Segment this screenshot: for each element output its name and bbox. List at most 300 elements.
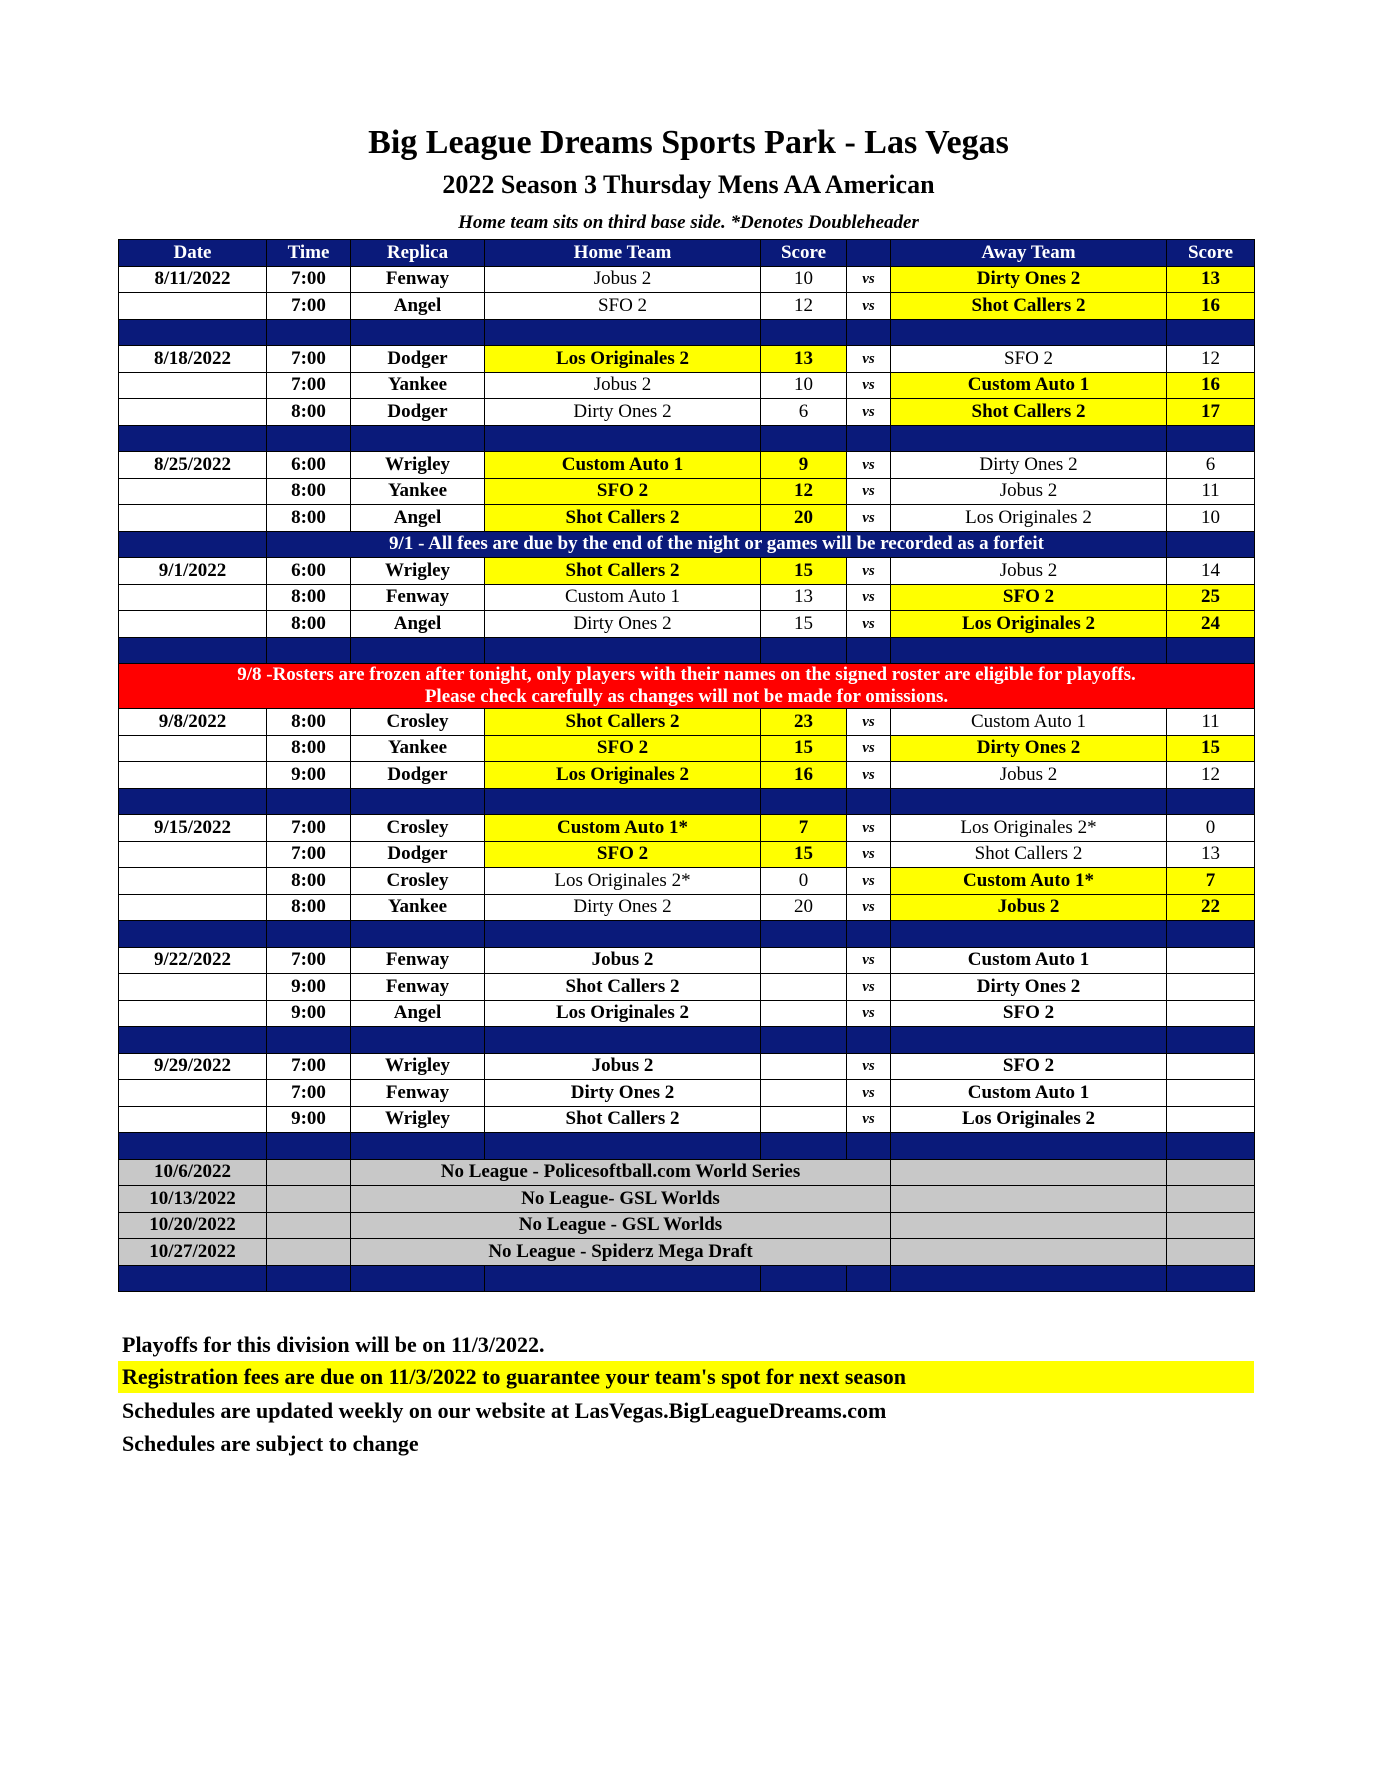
home-team: Shot Callers 2	[485, 1106, 761, 1133]
no-league-blank	[1167, 1212, 1255, 1239]
away-team: SFO 2	[891, 1000, 1167, 1027]
home-team: Los Originales 2*	[485, 868, 761, 895]
game-time: 8:00	[267, 868, 351, 895]
separator-cell	[119, 425, 267, 452]
game-date	[119, 1000, 267, 1027]
no-league-row	[119, 1159, 1255, 1186]
no-league-blank	[267, 1186, 351, 1213]
home-team: Dirty Ones 2	[485, 611, 761, 638]
separator-cell	[351, 1265, 485, 1292]
fees-notice: 9/1 - All fees are due by the end of the night or games will be recorded as a forfeit	[267, 531, 1167, 558]
vs-label: vs	[847, 868, 891, 895]
vs-label: vs	[847, 293, 891, 320]
game-time: 6:00	[267, 558, 351, 585]
away-score	[1167, 1080, 1255, 1107]
game-date	[119, 1080, 267, 1107]
game-row	[119, 293, 1255, 320]
away-score: 16	[1167, 293, 1255, 320]
game-time: 7:00	[267, 841, 351, 868]
home-score: 15	[761, 611, 847, 638]
game-time: 7:00	[267, 947, 351, 974]
home-team: Jobus 2	[485, 266, 761, 293]
game-date	[119, 611, 267, 638]
separator-cell	[119, 1265, 267, 1292]
separator-row	[119, 1265, 1255, 1292]
vs-label: vs	[847, 611, 891, 638]
game-field: Yankee	[351, 478, 485, 505]
header-home-score: Score	[761, 240, 847, 267]
game-date	[119, 293, 267, 320]
table-header-row	[119, 240, 1255, 267]
separator-cell	[761, 921, 847, 948]
away-score: 14	[1167, 558, 1255, 585]
game-time: 8:00	[267, 399, 351, 426]
away-score: 12	[1167, 346, 1255, 373]
home-score: 13	[761, 584, 847, 611]
away-score: 6	[1167, 452, 1255, 479]
game-date: 9/22/2022	[119, 947, 267, 974]
vs-label: vs	[847, 558, 891, 585]
home-score	[761, 1080, 847, 1107]
separator-cell	[119, 921, 267, 948]
separator-cell	[267, 319, 351, 346]
game-field: Fenway	[351, 1080, 485, 1107]
separator-cell	[267, 1265, 351, 1292]
game-row	[119, 399, 1255, 426]
game-time: 9:00	[267, 974, 351, 1001]
vs-label: vs	[847, 1053, 891, 1080]
separator-cell	[891, 637, 1167, 664]
home-team: SFO 2	[485, 735, 761, 762]
separator-row	[119, 921, 1255, 948]
separator-cell	[1167, 1027, 1255, 1054]
game-time: 8:00	[267, 735, 351, 762]
game-field: Crosley	[351, 709, 485, 736]
separator-row	[119, 1027, 1255, 1054]
away-team: Custom Auto 1	[891, 1080, 1167, 1107]
no-league-row	[119, 1239, 1255, 1266]
away-team: Dirty Ones 2	[891, 452, 1167, 479]
game-row	[119, 974, 1255, 1001]
game-row	[119, 894, 1255, 921]
away-score: 13	[1167, 841, 1255, 868]
separator-cell	[847, 921, 891, 948]
separator-cell	[267, 1133, 351, 1160]
game-row	[119, 1106, 1255, 1133]
no-league-blank	[267, 1239, 351, 1266]
no-league-blank	[891, 1212, 1167, 1239]
game-field: Wrigley	[351, 1106, 485, 1133]
separator-cell	[119, 1133, 267, 1160]
game-date: 9/1/2022	[119, 558, 267, 585]
separator-cell	[351, 788, 485, 815]
no-league-blank	[267, 1159, 351, 1186]
game-field: Dodger	[351, 346, 485, 373]
vs-label: vs	[847, 815, 891, 842]
away-score: 11	[1167, 709, 1255, 736]
home-team: Custom Auto 1	[485, 452, 761, 479]
game-field: Yankee	[351, 735, 485, 762]
home-team: Los Originales 2	[485, 346, 761, 373]
separator-cell	[761, 425, 847, 452]
separator-cell	[891, 1265, 1167, 1292]
home-score	[761, 1000, 847, 1027]
game-time: 7:00	[267, 815, 351, 842]
separator-cell	[351, 319, 485, 346]
game-time: 9:00	[267, 1106, 351, 1133]
game-time: 7:00	[267, 372, 351, 399]
separator-cell	[351, 1027, 485, 1054]
home-team: Dirty Ones 2	[485, 1080, 761, 1107]
game-row	[119, 266, 1255, 293]
away-score: 13	[1167, 266, 1255, 293]
game-row	[119, 505, 1255, 532]
away-score: 7	[1167, 868, 1255, 895]
game-time: 8:00	[267, 709, 351, 736]
change-note: Schedules are subject to change	[122, 1431, 419, 1456]
game-field: Angel	[351, 1000, 485, 1027]
game-field: Angel	[351, 505, 485, 532]
vs-label: vs	[847, 947, 891, 974]
header-date: Date	[119, 240, 267, 267]
away-team: Shot Callers 2	[891, 841, 1167, 868]
game-time: 7:00	[267, 293, 351, 320]
vs-label: vs	[847, 762, 891, 789]
separator-cell	[761, 637, 847, 664]
home-score: 6	[761, 399, 847, 426]
home-team: Shot Callers 2	[485, 974, 761, 1001]
away-team: Custom Auto 1	[891, 709, 1167, 736]
game-date	[119, 478, 267, 505]
home-score: 20	[761, 505, 847, 532]
home-score: 20	[761, 894, 847, 921]
home-team: Los Originales 2	[485, 762, 761, 789]
game-time: 7:00	[267, 1080, 351, 1107]
separator-cell	[847, 1027, 891, 1054]
separator-cell	[847, 788, 891, 815]
game-row	[119, 584, 1255, 611]
roster-alert-line-2: Please check carefully as changes will not be made for omissions.	[424, 686, 949, 707]
home-score: 15	[761, 841, 847, 868]
separator-cell	[847, 425, 891, 452]
separator-cell	[485, 1027, 761, 1054]
game-date	[119, 868, 267, 895]
no-league-blank	[1167, 1159, 1255, 1186]
away-score: 22	[1167, 894, 1255, 921]
no-league-text: No League - GSL Worlds	[351, 1212, 891, 1239]
game-row	[119, 709, 1255, 736]
game-time: 7:00	[267, 346, 351, 373]
no-league-text: No League - Spiderz Mega Draft	[351, 1239, 891, 1266]
vs-label: vs	[847, 841, 891, 868]
separator-cell	[119, 1027, 267, 1054]
home-score: 10	[761, 372, 847, 399]
no-league-date: 10/6/2022	[119, 1159, 267, 1186]
away-team: Jobus 2	[891, 478, 1167, 505]
separator-cell	[1167, 1133, 1255, 1160]
game-field: Angel	[351, 611, 485, 638]
game-field: Dodger	[351, 762, 485, 789]
away-team: Jobus 2	[891, 894, 1167, 921]
vs-label: vs	[847, 735, 891, 762]
vs-label: vs	[847, 452, 891, 479]
separator-cell	[485, 1133, 761, 1160]
away-score: 16	[1167, 372, 1255, 399]
separator-row	[119, 425, 1255, 452]
separator-cell	[847, 1265, 891, 1292]
separator-cell	[485, 425, 761, 452]
home-score: 0	[761, 868, 847, 895]
home-team: Custom Auto 1	[485, 584, 761, 611]
game-row	[119, 1000, 1255, 1027]
home-team: Shot Callers 2	[485, 505, 761, 532]
away-team: Dirty Ones 2	[891, 974, 1167, 1001]
header-replica: Replica	[351, 240, 485, 267]
vs-label: vs	[847, 894, 891, 921]
game-date	[119, 735, 267, 762]
away-team: Los Originales 2	[891, 1106, 1167, 1133]
schedule-note: Home team sits on third base side. *Denotes Doubleheader	[458, 212, 919, 233]
no-league-blank	[267, 1212, 351, 1239]
roster-alert-line-1: 9/8 -Rosters are frozen after tonight, only players with their names on the signed roster are eligible for playoffs.	[237, 664, 1136, 685]
separator-cell	[761, 1027, 847, 1054]
separator-cell	[1167, 637, 1255, 664]
game-time: 8:00	[267, 584, 351, 611]
separator-cell	[891, 319, 1167, 346]
separator-cell	[891, 921, 1167, 948]
home-score	[761, 947, 847, 974]
separator-cell	[761, 1265, 847, 1292]
game-field: Dodger	[351, 399, 485, 426]
game-time: 8:00	[267, 505, 351, 532]
vs-label: vs	[847, 1000, 891, 1027]
game-field: Wrigley	[351, 1053, 485, 1080]
home-team: Dirty Ones 2	[485, 399, 761, 426]
game-row	[119, 762, 1255, 789]
separator-row	[119, 319, 1255, 346]
home-score: 12	[761, 293, 847, 320]
home-score	[761, 974, 847, 1001]
separator-cell	[891, 788, 1167, 815]
game-row	[119, 815, 1255, 842]
no-league-row	[119, 1186, 1255, 1213]
away-team: Los Originales 2	[891, 611, 1167, 638]
game-row	[119, 1080, 1255, 1107]
playoffs-note: Playoffs for this division will be on 11/3/2022.	[122, 1332, 545, 1357]
game-date	[119, 505, 267, 532]
separator-cell	[267, 1027, 351, 1054]
away-team: Custom Auto 1*	[891, 868, 1167, 895]
header-time: Time	[267, 240, 351, 267]
away-team: Shot Callers 2	[891, 399, 1167, 426]
game-field: Fenway	[351, 584, 485, 611]
no-league-text: No League - Policesoftball.com World Series	[351, 1159, 891, 1186]
game-time: 9:00	[267, 762, 351, 789]
away-score	[1167, 1000, 1255, 1027]
separator-cell	[351, 425, 485, 452]
registration-note: Registration fees are due on 11/3/2022 to guarantee your team's spot for next season	[118, 1361, 1254, 1393]
game-row	[119, 346, 1255, 373]
home-team: Shot Callers 2	[485, 558, 761, 585]
game-time: 7:00	[267, 266, 351, 293]
game-row	[119, 558, 1255, 585]
game-date: 8/25/2022	[119, 452, 267, 479]
away-score	[1167, 1106, 1255, 1133]
separator-cell	[267, 788, 351, 815]
home-team: SFO 2	[485, 293, 761, 320]
separator-cell	[351, 921, 485, 948]
header-vs	[847, 240, 891, 267]
no-league-blank	[891, 1186, 1167, 1213]
vs-label: vs	[847, 1106, 891, 1133]
vs-label: vs	[847, 974, 891, 1001]
away-score: 12	[1167, 762, 1255, 789]
game-row	[119, 735, 1255, 762]
vs-label: vs	[847, 1080, 891, 1107]
home-score: 15	[761, 735, 847, 762]
away-team: Jobus 2	[891, 558, 1167, 585]
game-date: 8/11/2022	[119, 266, 267, 293]
home-team: SFO 2	[485, 841, 761, 868]
away-team: Custom Auto 1	[891, 372, 1167, 399]
game-field: Wrigley	[351, 558, 485, 585]
header-away-team: Away Team	[891, 240, 1167, 267]
game-date	[119, 1106, 267, 1133]
game-date	[119, 974, 267, 1001]
separator-cell	[1167, 788, 1255, 815]
game-date	[119, 399, 267, 426]
away-score: 10	[1167, 505, 1255, 532]
away-score	[1167, 947, 1255, 974]
separator-cell	[119, 637, 267, 664]
notice-cell-blank	[119, 531, 267, 558]
game-row	[119, 868, 1255, 895]
separator-cell	[891, 425, 1167, 452]
separator-cell	[485, 788, 761, 815]
vs-label: vs	[847, 346, 891, 373]
game-row	[119, 1053, 1255, 1080]
website-note: Schedules are updated weekly on our website at LasVegas.BigLeagueDreams.com	[122, 1398, 887, 1423]
away-score: 25	[1167, 584, 1255, 611]
away-team: Los Originales 2	[891, 505, 1167, 532]
home-team: Custom Auto 1*	[485, 815, 761, 842]
home-score: 23	[761, 709, 847, 736]
game-row	[119, 611, 1255, 638]
separator-cell	[351, 637, 485, 664]
vs-label: vs	[847, 399, 891, 426]
separator-cell	[351, 1133, 485, 1160]
game-time: 8:00	[267, 894, 351, 921]
page-title: Big League Dreams Sports Park - Las Vegas	[368, 124, 1009, 161]
no-league-blank	[1167, 1239, 1255, 1266]
home-score	[761, 1106, 847, 1133]
away-team: Shot Callers 2	[891, 293, 1167, 320]
no-league-date: 10/13/2022	[119, 1186, 267, 1213]
roster-alert	[119, 664, 1255, 709]
game-field: Angel	[351, 293, 485, 320]
vs-label: vs	[847, 505, 891, 532]
home-score	[761, 1053, 847, 1080]
home-score: 12	[761, 478, 847, 505]
away-score	[1167, 1053, 1255, 1080]
away-team: Dirty Ones 2	[891, 735, 1167, 762]
schedule-table	[118, 239, 1255, 1292]
game-date	[119, 894, 267, 921]
home-score: 13	[761, 346, 847, 373]
game-date	[119, 762, 267, 789]
separator-cell	[485, 319, 761, 346]
home-score: 10	[761, 266, 847, 293]
home-team: Dirty Ones 2	[485, 894, 761, 921]
away-team: SFO 2	[891, 584, 1167, 611]
game-row	[119, 841, 1255, 868]
away-team: SFO 2	[891, 1053, 1167, 1080]
roster-alert-row	[119, 664, 1255, 709]
game-field: Crosley	[351, 815, 485, 842]
game-date: 9/8/2022	[119, 709, 267, 736]
separator-cell	[119, 319, 267, 346]
game-field: Fenway	[351, 947, 485, 974]
away-team: Dirty Ones 2	[891, 266, 1167, 293]
game-time: 8:00	[267, 611, 351, 638]
separator-cell	[1167, 319, 1255, 346]
fees-notice-row	[119, 531, 1255, 558]
game-date: 9/15/2022	[119, 815, 267, 842]
no-league-blank	[1167, 1186, 1255, 1213]
game-row	[119, 372, 1255, 399]
separator-cell	[485, 1265, 761, 1292]
game-time: 8:00	[267, 478, 351, 505]
header-home-team: Home Team	[485, 240, 761, 267]
home-team: Jobus 2	[485, 372, 761, 399]
game-field: Yankee	[351, 894, 485, 921]
game-date	[119, 372, 267, 399]
game-field: Crosley	[351, 868, 485, 895]
game-date	[119, 841, 267, 868]
separator-cell	[119, 788, 267, 815]
no-league-blank	[891, 1159, 1167, 1186]
away-score: 15	[1167, 735, 1255, 762]
game-field: Wrigley	[351, 452, 485, 479]
game-date	[119, 584, 267, 611]
separator-cell	[485, 637, 761, 664]
vs-label: vs	[847, 709, 891, 736]
game-date: 9/29/2022	[119, 1053, 267, 1080]
separator-cell	[1167, 1265, 1255, 1292]
separator-cell	[761, 788, 847, 815]
away-score: 11	[1167, 478, 1255, 505]
no-league-date: 10/20/2022	[119, 1212, 267, 1239]
vs-label: vs	[847, 478, 891, 505]
no-league-text: No League- GSL Worlds	[351, 1186, 891, 1213]
game-field: Dodger	[351, 841, 485, 868]
separator-cell	[847, 1133, 891, 1160]
notice-cell-blank	[1167, 531, 1255, 558]
game-row	[119, 947, 1255, 974]
separator-cell	[847, 319, 891, 346]
vs-label: vs	[847, 372, 891, 399]
home-team: Shot Callers 2	[485, 709, 761, 736]
separator-cell	[761, 319, 847, 346]
home-score: 9	[761, 452, 847, 479]
away-team: Custom Auto 1	[891, 947, 1167, 974]
separator-cell	[267, 637, 351, 664]
separator-cell	[1167, 921, 1255, 948]
away-score: 17	[1167, 399, 1255, 426]
home-team: SFO 2	[485, 478, 761, 505]
game-date: 8/18/2022	[119, 346, 267, 373]
home-score: 16	[761, 762, 847, 789]
